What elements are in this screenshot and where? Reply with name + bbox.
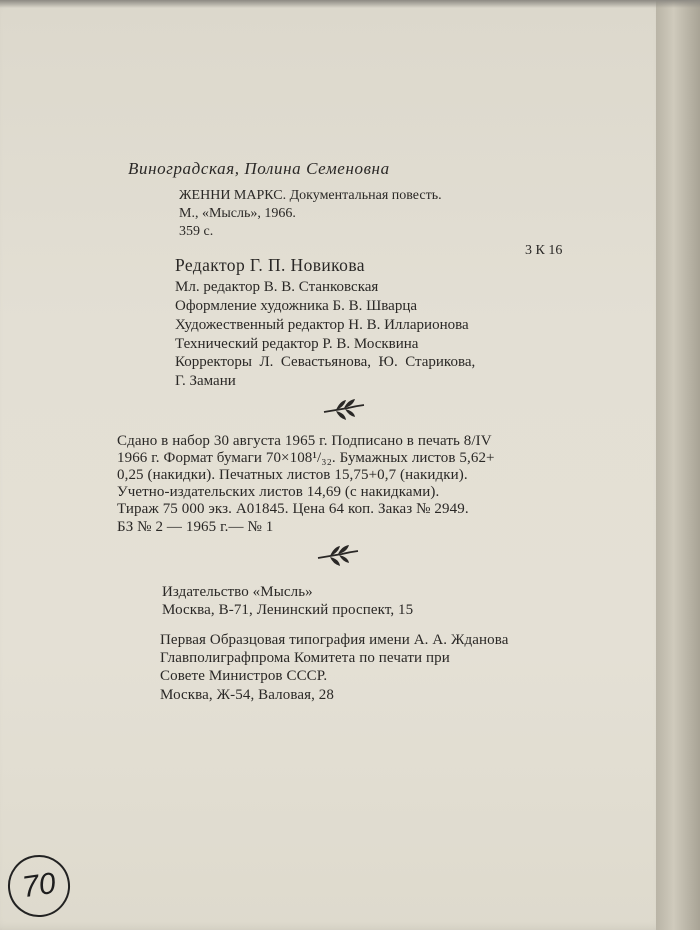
page-edge (656, 0, 700, 930)
printer-address: Москва, Ж-54, Валовая, 28 (160, 687, 334, 703)
imprint-line-5: Тираж 75 000 экз. А01845. Цена 64 коп. Заказ № 2949. (117, 501, 469, 517)
editor-credit: Редактор Г. П. Новикова (175, 255, 365, 275)
book-title: ЖЕННИ МАРКС. Документальная повесть. (179, 188, 442, 203)
tech-editor-credit: Технический редактор Р. В. Москвина (175, 336, 419, 352)
imprint-line-1: Сдано в набор 30 августа 1965 г. Подписано в печать 8/IV (117, 433, 492, 449)
page-number-stamp (4, 851, 74, 921)
junior-editor-credit: Мл. редактор В. В. Станковская (175, 279, 379, 295)
printer-line-3: Совете Министров СССР. (160, 668, 328, 684)
imprint-line-6: БЗ № 2 — 1965 г.— № 1 (117, 519, 274, 535)
imprint-line-2: 1966 г. Формат бумаги 70×108¹/₃₂. Бумажных листов 5,62+ (117, 450, 495, 466)
imprint-line-4: Учетно-издательских листов 14,69 (с накидками). (117, 484, 440, 500)
leaf-sprig-icon (316, 544, 360, 568)
page-top-shadow (0, 0, 700, 8)
author-name: Виноградская, Полина Семеновна (128, 159, 390, 178)
printer-line-2: Главполиграфпрома Комитета по печати при (160, 650, 450, 666)
publisher-name: Издательство «Мысль» (162, 584, 313, 600)
publisher-address: Москва, В-71, Ленинский проспект, 15 (162, 602, 414, 618)
leaf-sprig-icon (322, 398, 366, 422)
page-number: 70 (20, 866, 58, 905)
printer-line-1: Первая Образцовая типография имени А. А. Жданова (160, 632, 509, 648)
art-editor-credit: Художественный редактор Н. В. Илларионова (175, 317, 469, 333)
imprint-line-3: 0,25 (накидки). Печатных листов 15,75+0,7 (накидки). (117, 467, 468, 483)
publisher-year: М., «Мысль», 1966. (179, 206, 296, 221)
classification-code: 3 К 16 (525, 243, 563, 258)
proofreaders-credit: Корректоры Л. Севастьянова, Ю. Старикова, (175, 354, 476, 370)
page-count: 359 с. (179, 224, 214, 239)
design-credit: Оформление художника Б. В. Шварца (175, 298, 418, 314)
proofreaders-credit-cont: Г. Замани (175, 373, 236, 389)
